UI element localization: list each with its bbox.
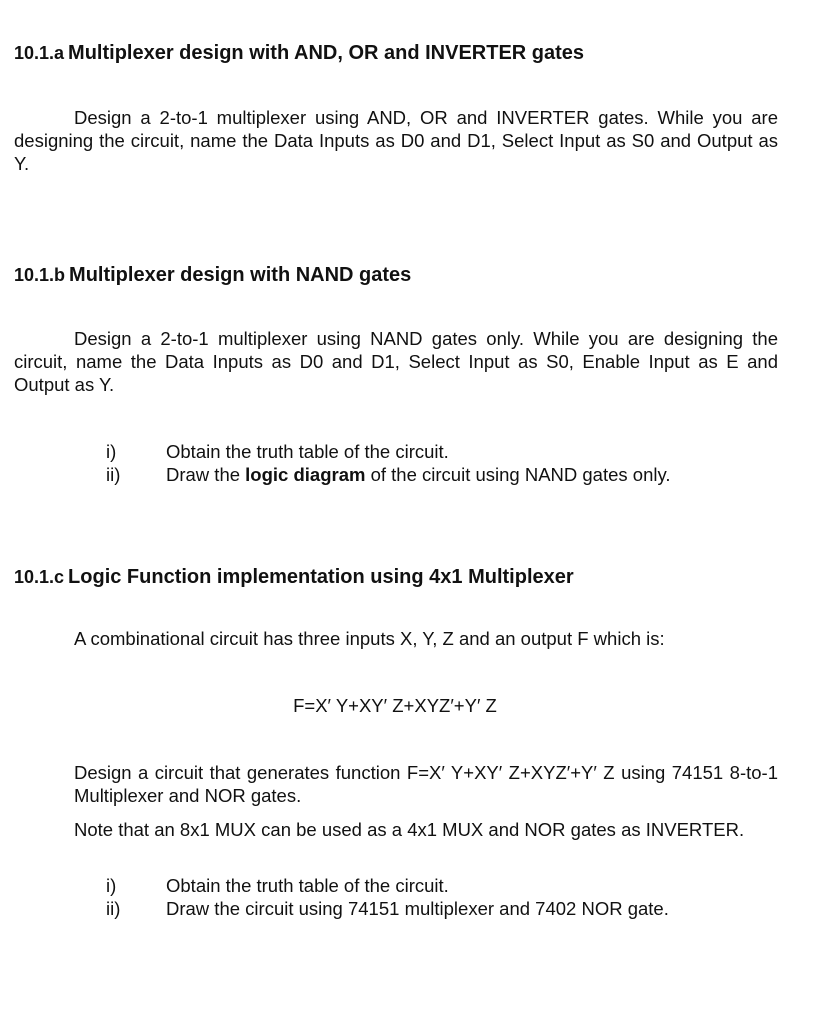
section-a-paragraph [14,106,778,175]
section-c-title: Logic Function implementation using 4x1 Multiplexer [68,566,574,588]
list-item [106,897,669,920]
section-b-title: Multiplexer design with NAND gates [69,264,412,286]
section-b-list [106,440,671,486]
list-item [106,874,669,897]
list-item-text-bold: logic diagram [245,464,366,485]
section-c-note: Note that an 8x1 MUX can be used as a 4x1 MUX and NOR gates as INVERTER. [74,819,745,840]
list-item-text: Draw the circuit using 74151 multiplexer and 7402 NOR gate. [166,898,669,919]
section-a-heading [14,41,584,65]
list-item-text: Obtain the truth table of the circuit. [166,875,449,896]
list-item [106,440,671,463]
list-marker: ii) [106,464,121,485]
section-b-number: 10.1.b [14,265,66,285]
section-c-formula: F=X′ Y+XY′ Z+XYZ′+Y′ Z [293,695,497,716]
section-b-paragraph-text: Design a 2-to-1 multiplexer using NAND gates only. While you are designing the circuit, name the Data Inputs as D0 and D1, Select Input as S0, Enable Input as E and Output as Y. [14,328,778,395]
list-item-text: Obtain the truth table of the circuit. [166,441,449,462]
list-marker: ii) [106,898,121,919]
section-a-number: 10.1.a [14,43,65,63]
section-b-heading [14,263,411,287]
list-item-text-post: of the circuit using NAND gates only. [365,464,671,485]
list-item-text-pre: Draw the [166,464,246,485]
section-c-intro: A combinational circuit has three inputs X, Y, Z and an output F which is: [74,628,665,649]
section-c-list [106,874,669,920]
section-c-heading [14,565,574,589]
section-c-number: 10.1.c [14,567,65,587]
section-b-paragraph [14,327,778,396]
section-a-paragraph-text: Design a 2-to-1 multiplexer using AND, OR and INVERTER gates. While you are designing the circuit, name the Data Inputs as D0 and D1, Select Input as S0 and Output as Y. [14,107,778,174]
list-item-text [166,463,671,486]
section-a-title: Multiplexer design with AND, OR and INVERTER gates [68,42,585,64]
list-marker: i) [106,441,117,462]
list-item [106,463,671,486]
list-marker: i) [106,875,117,896]
section-c-design: Design a circuit that generates function F=X′ Y+XY′ Z+XYZ′+Y′ Z using 74151 8-to-1 Multiplexer and NOR gates. [74,762,778,806]
